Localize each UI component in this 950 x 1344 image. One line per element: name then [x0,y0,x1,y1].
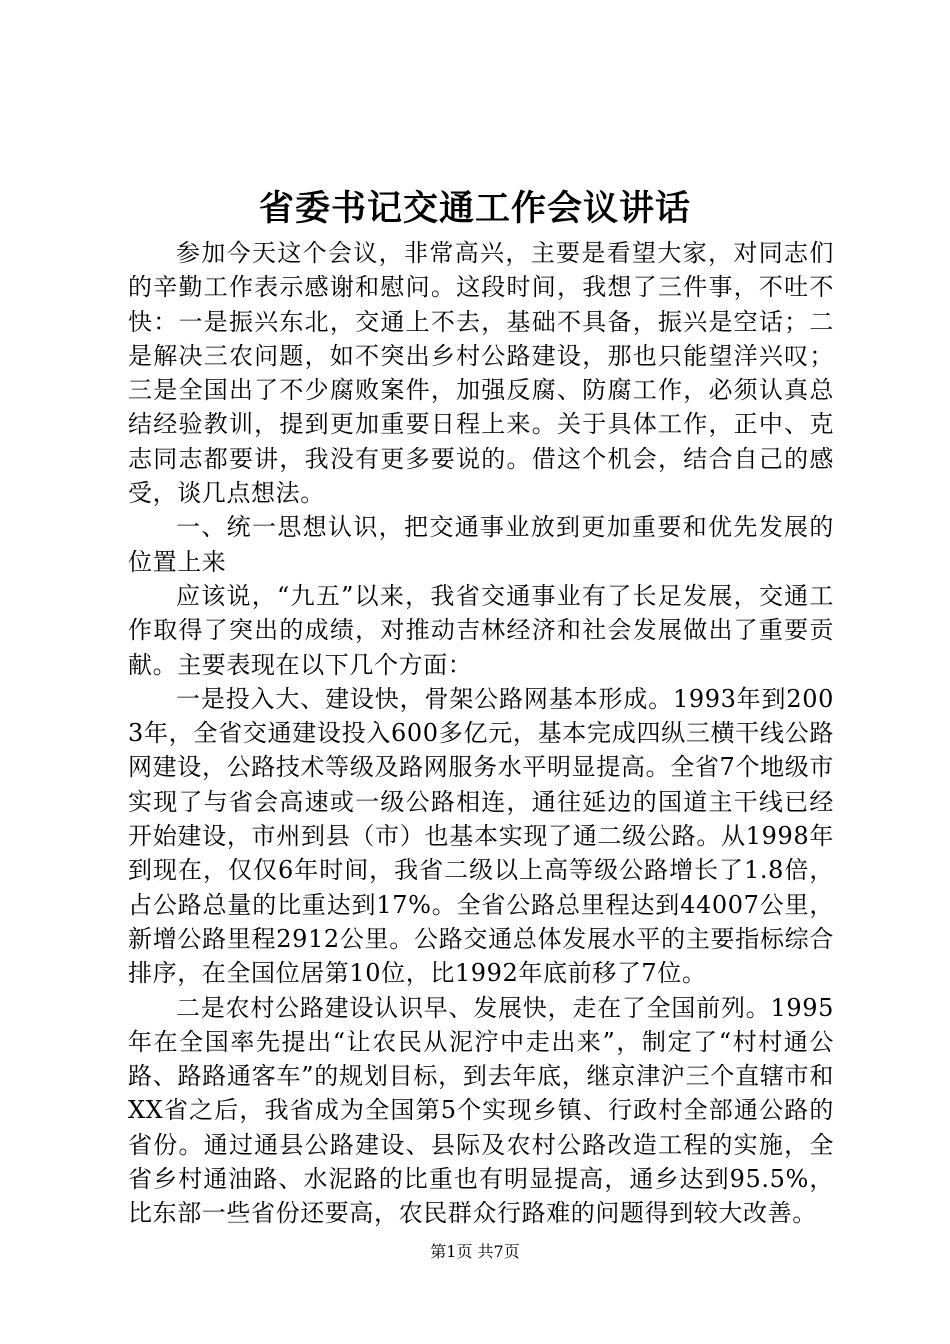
paragraph-point-2: 二是农村公路建设认识早、发展快，走在了全国前列。1995年在全国率先提出“让农民从泥泞中走出来”，制定了“村村通公路、路路通客车”的规划目标，到去年底，继京津沪三个直辖市和XX省之后，我省成为全国第5个实现乡镇、行政村全部通公路的省份。通过通县公路建设、县际及农村公路改造工程的实施，全省乡村通油路、水泥路的比重也有明显提高，通乡达到95.5%，比东部一些省份还要高，农民群众行路难的问题得到较大改善。 [128,993,834,1228]
document-title: 省委书记交通工作会议讲话 [258,188,691,229]
paragraph-intro: 参加今天这个会议，非常高兴，主要是看望大家，对同志们的辛勤工作表示感谢和慰问。这段时间，我想了三件事，不吐不快：一是振兴东北，交通上不去，基础不具备，振兴是空话；二是解决三农问题，如不突出乡村公路建设，那也只能望洋兴叹；三是全国出了不少腐败案件，加强反腐、防腐工作，必须认真总结经验教训，提到更加重要日程上来。关于具体工作，正中、克志同志都要讲，我没有更多要说的。借这个机会，结合自己的感受，谈几点想法。 [128,239,834,508]
page-footer: 第1页 共7页 [430,1242,520,1261]
document-body [128,236,834,1231]
section-heading-1: 一、统一思想认识，把交通事业放到更加重要和优先发展的位置上来 [128,513,834,576]
paragraph-point-1: 一是投入大、建设快，骨架公路网基本形成。1993年到2003年，全省交通建设投入600多亿元，基本完成四纵三横干线公路网建设，公路技术等级及路网服务水平明显提高。全省7个地级市实现了与省会高速或一级公路相连，通往延边的国道主干线已经开始建设，市州到县（市）也基本实现了通二级公路。从1998年到现在，仅仅6年时间，我省二级以上高等级公路增长了1.8倍，占公路总量的比重达到17%。全省公路总里程达到44007公里，新增公路里程2912公里。公路交通总体发展水平的主要指标综合排序，在全国位居第10位，比1992年底前移了7位。 [128,684,834,988]
paragraph-achievements: 应该说，“九五”以来，我省交通事业有了长足发展，交通工作取得了突出的成绩，对推动吉林经济和社会发展做出了重要贡献。主要表现在以下几个方面： [128,581,834,679]
